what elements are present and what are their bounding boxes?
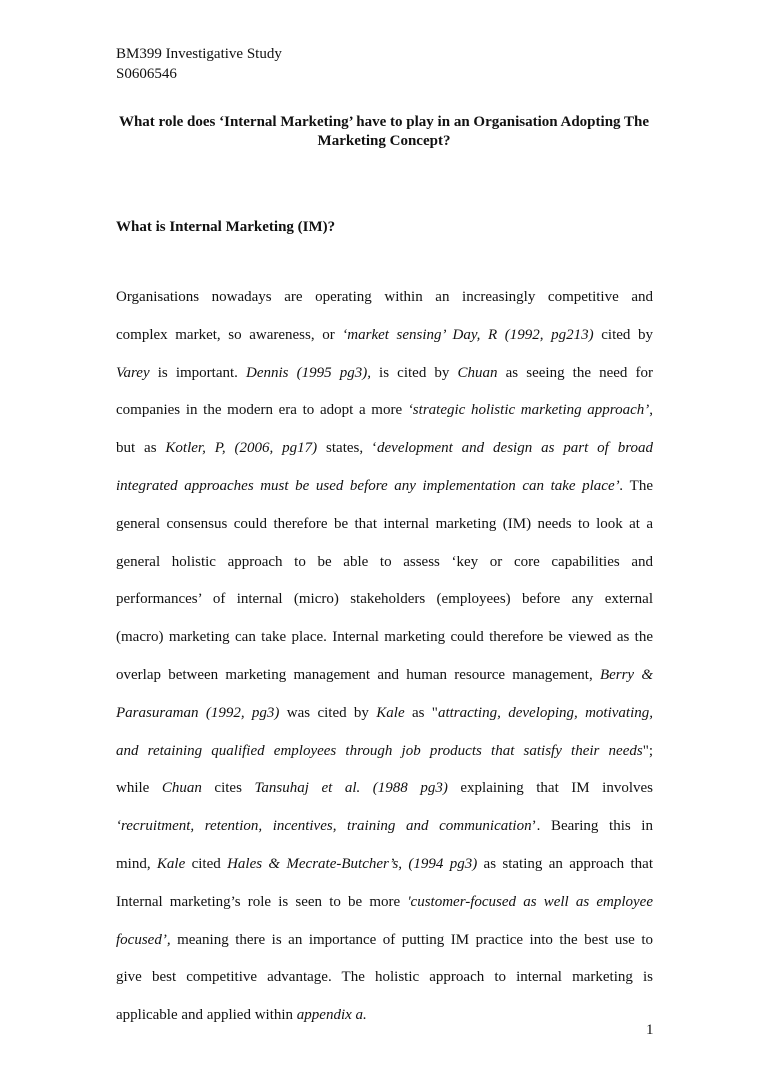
body-text — [116, 284, 653, 1040]
text-run: overlap between marketing management and human resource management, — [116, 666, 600, 683]
text-run: give best competitive advantage. The holistic approach to internal marketing is — [116, 969, 653, 986]
text-run: The — [623, 477, 653, 494]
quotation: attracting, developing, motivating, — [437, 704, 654, 721]
text-run: mind, — [116, 855, 157, 872]
text-line — [116, 775, 653, 813]
text-run: meaning there is an importance of putting IM practice into the best use to — [170, 931, 653, 948]
text-run: as stating an approach that — [477, 855, 653, 872]
document-title: What role does ‘Internal Marketing’ have to play in an Organisation Adopting The Marketing Concept? — [118, 114, 650, 149]
text-line — [116, 511, 653, 549]
text-line — [116, 284, 653, 322]
text-line — [116, 322, 653, 360]
text-run: , — [649, 402, 653, 419]
text-line — [116, 662, 653, 700]
text-run: but as — [116, 440, 166, 457]
quotation: ‘recruitment, retention, incentives, training and communication — [116, 818, 532, 835]
text-run: Organisations nowadays are operating within an increasingly competitive and — [116, 289, 653, 305]
author-name: Chuan — [457, 364, 498, 381]
course-code: BM399 Investigative Study — [116, 46, 282, 62]
citation: Kotler, P, (2006, pg17) — [165, 440, 318, 457]
text-run: cites — [201, 780, 255, 797]
text-line — [116, 851, 653, 889]
text-run: cited — [185, 855, 228, 872]
text-run: explaining that IM involves — [447, 780, 653, 797]
author-name: Varey — [116, 364, 150, 381]
appendix-reference: appendix a. — [296, 1007, 367, 1024]
text-line — [116, 927, 653, 965]
text-run: (macro) marketing can take place. Internal marketing could therefore be viewed as the — [116, 629, 653, 646]
quotation: integrated approaches must be used before any implementation can take place’. — [116, 477, 624, 494]
text-line — [116, 889, 653, 927]
text-run: general holistic approach to be able to assess ‘key or core capabilities and — [116, 553, 653, 570]
text-line — [116, 549, 653, 587]
citation: Berry & — [599, 666, 653, 683]
citation: Tansuhaj et al. (1988 pg3) — [254, 780, 448, 797]
text-run: Internal marketing’s role is seen to be more — [116, 893, 408, 910]
text-line — [116, 738, 653, 776]
text-run: companies in the modern era to adopt a more — [116, 402, 408, 419]
quotation: ‘strategic holistic marketing approach’ — [407, 402, 650, 419]
text-run: cited by — [593, 326, 654, 343]
text-line — [116, 397, 653, 435]
text-run: is cited by — [370, 364, 458, 381]
text-run: general consensus could therefore be that internal marketing (IM) needs to look at a — [116, 515, 653, 532]
text-run: performances’ of internal (micro) stakeholders (employees) before any external — [116, 591, 653, 608]
text-line — [116, 1002, 653, 1040]
text-run: while — [116, 780, 162, 797]
text-run: was cited by — [279, 704, 377, 721]
text-line — [116, 624, 653, 662]
text-line — [116, 700, 653, 738]
text-run: is important. — [149, 364, 246, 381]
text-run: as " — [404, 704, 438, 721]
citation: ‘market sensing’ Day, R (1992, pg213) — [342, 326, 594, 343]
section-heading: What is Internal Marketing (IM)? — [116, 219, 336, 235]
text-line — [116, 586, 653, 624]
quotation: and retaining qualified employees through job products that satisfy their needs — [116, 742, 643, 759]
text-run: complex market, so awareness, or — [116, 326, 343, 343]
quotation: 'customer-focused as well as employee — [407, 893, 653, 910]
citation: Hales & Mecrate-Butcher’s, (1994 pg3) — [227, 855, 478, 872]
text-run: as seeing the need for — [497, 364, 654, 381]
page-number: 1 — [646, 1022, 654, 1038]
text-line — [116, 813, 653, 851]
text-line — [116, 473, 653, 511]
citation: Parasuraman (1992, pg3) — [116, 704, 280, 721]
author-name: Chuan — [161, 780, 202, 797]
author-name: Kale — [376, 704, 405, 721]
document-header — [116, 44, 282, 84]
text-line — [116, 435, 653, 473]
student-id: S0606546 — [116, 66, 177, 82]
quotation: focused’, — [116, 931, 171, 948]
text-line — [116, 360, 653, 398]
text-run: states, ‘ — [317, 440, 377, 457]
author-name: Kale — [156, 855, 186, 872]
text-run: ’. Bearing this in — [531, 818, 653, 835]
text-run: applicable and applied within — [116, 1007, 297, 1024]
text-line — [116, 964, 653, 1002]
text-run: "; — [642, 742, 653, 759]
citation: Dennis (1995 pg3), — [246, 364, 371, 381]
quotation: development and design as part of broad — [377, 440, 653, 457]
